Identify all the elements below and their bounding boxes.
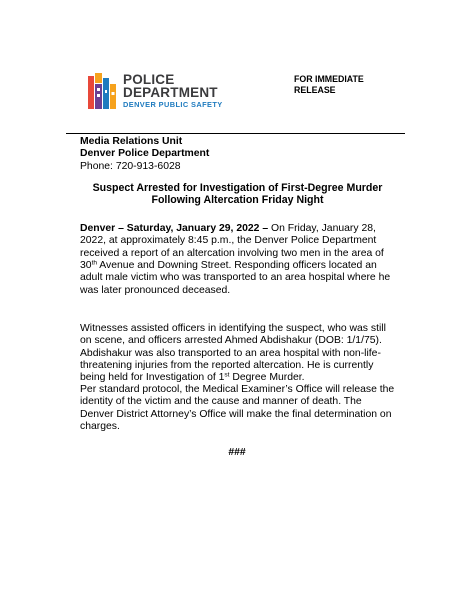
release-line-1: FOR IMMEDIATE [294,74,364,84]
body-paragraph-2 [80,323,398,385]
paragraph-2-text-b: Degree Murder. [229,372,305,384]
police-department-logo [87,72,247,112]
body-paragraph-1 [80,223,398,297]
contact-block [80,136,209,173]
paragraph-2-text-a: Witnesses assisted officers in identifying the suspect, who was still on scene, and officers arrested Ahmed Abdishakur (DOB: 1/1/75). Abdishakur was also transported to an area hospital with non-life-threatening injuries from the reported altercation. He is currently being held for Investigation of 1 [80,323,386,384]
contact-phone: Phone: 720-913-6028 [80,160,181,172]
contact-department: Denver Police Department [80,148,210,160]
logo-wordmark [123,73,223,110]
ordinal-suffix-th: th [91,259,97,267]
release-notice [294,74,364,95]
release-line-2: RELEASE [294,84,336,95]
dateline: Denver – Saturday, January 29, 2022 – [80,223,269,234]
body-paragraph-3: Per standard protocol, the Medical Examiner’s Office will release the identity of the victim and the cause and manner of death. The Denver District Attorney’s Office will make the final determination on charges. [80,384,395,433]
header-divider [66,133,405,134]
paragraph-1-text-b: Avenue and Downing Street. Responding officers located an adult male victim who was transported to an area hospital where he was later pronounced deceased. [80,260,391,296]
ordinal-suffix-st: st [224,371,230,379]
paragraph-1-text-a: On Friday, January 28, 2022, at approximately 8:45 p.m., the Denver Police Department received a report of an altercation involving two men in the area of 30 [80,223,384,272]
press-release-headline [80,182,395,207]
logo-line-department: DEPARTMENT [123,85,218,100]
logo-line-police: POLICE [123,72,175,87]
denver-police-emblem-icon [87,72,117,110]
headline-line-2: Following Altercation Friday Night [151,194,324,207]
logo-line-denver-public-safety: DENVER PUBLIC SAFETY [123,100,223,109]
contact-unit: Media Relations Unit [80,136,183,147]
headline-line-1: Suspect Arrested for Investigation of First-Degree Murder [92,182,383,194]
end-mark: ### [228,447,246,458]
